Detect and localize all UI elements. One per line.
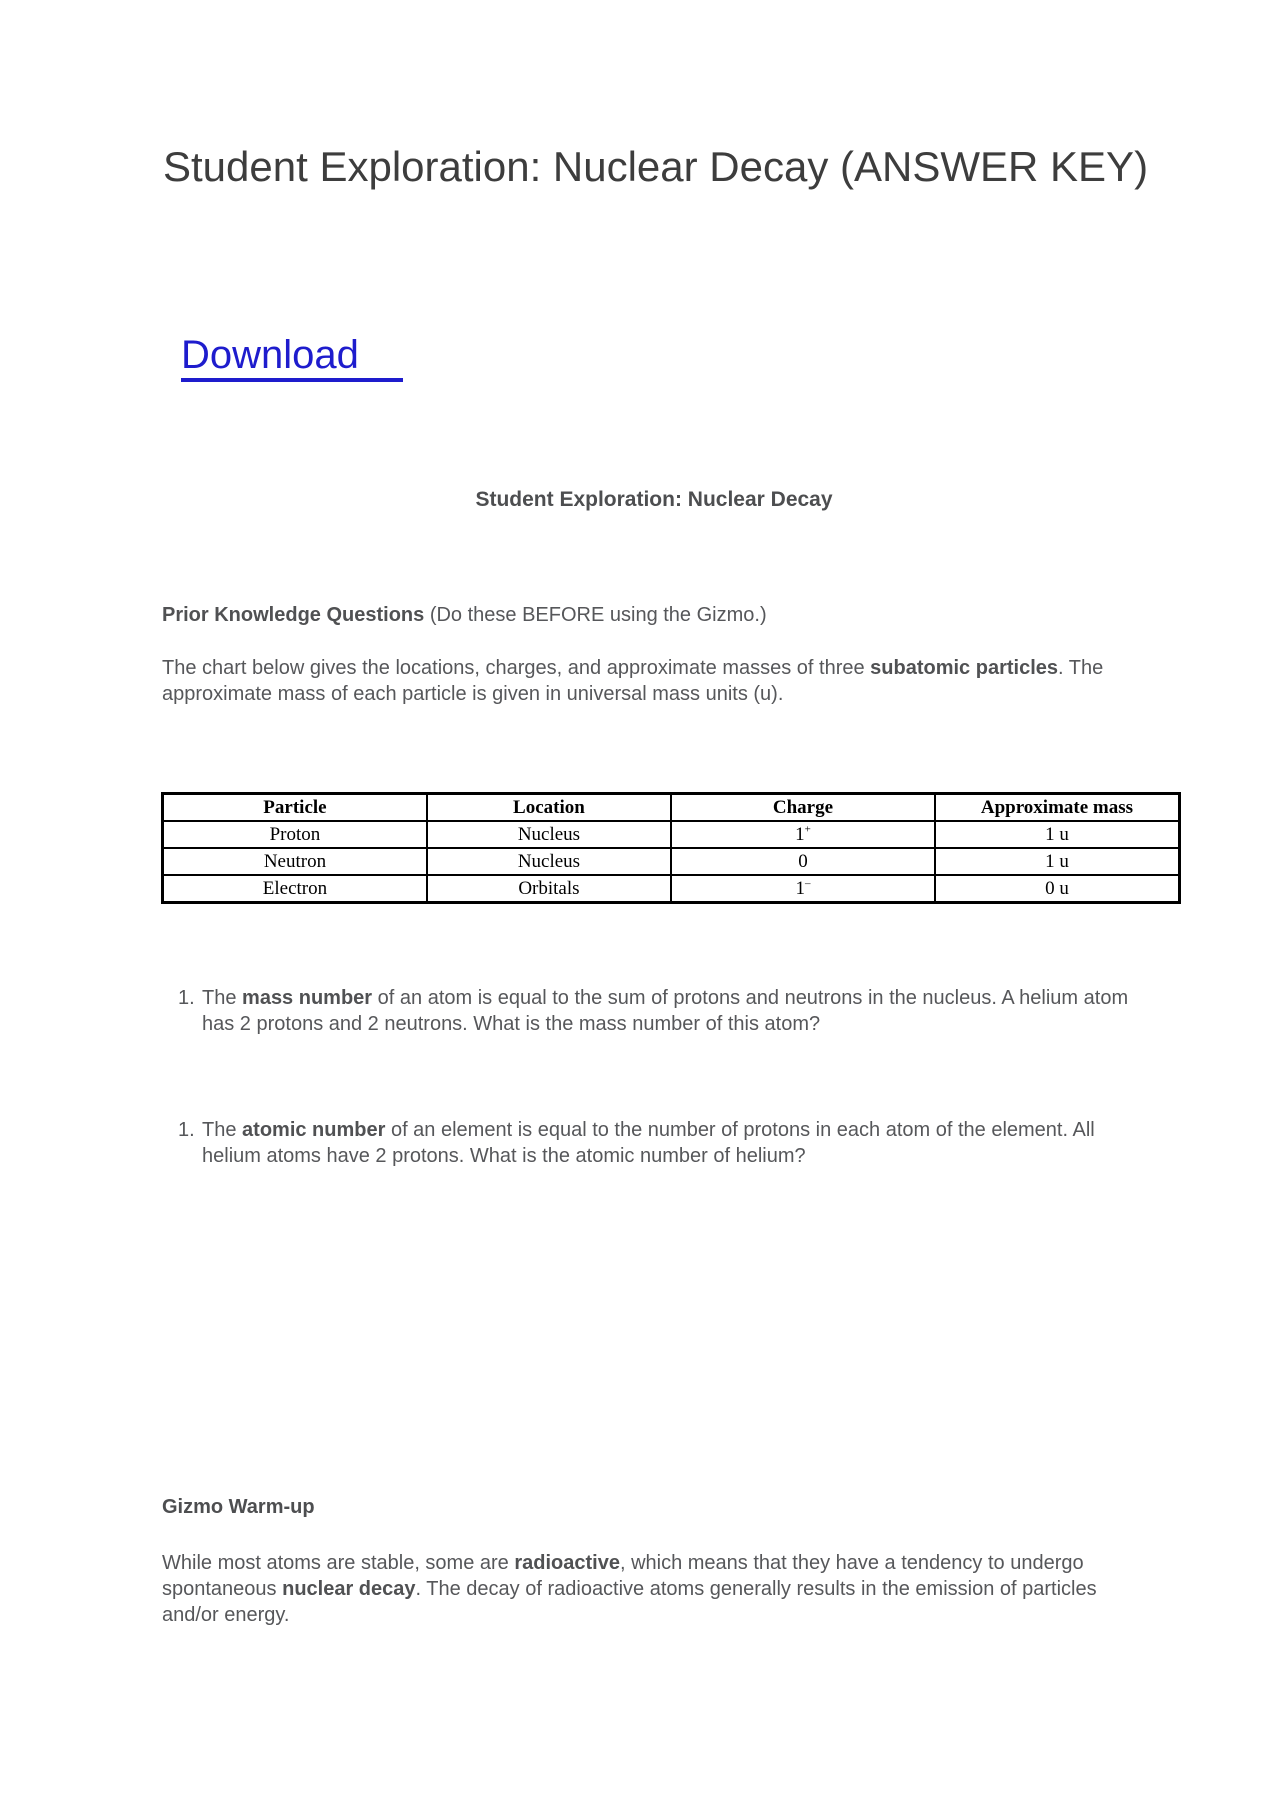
- table-cell-charge: [671, 848, 935, 875]
- table-row-neutron: [163, 848, 1180, 875]
- bold-term: mass number: [242, 987, 373, 1009]
- table-cell-location: Nucleus: [427, 848, 671, 875]
- question-item-mass-number: [178, 985, 1157, 1037]
- charge-value: 0: [798, 850, 808, 872]
- table-cell-particle: Proton: [163, 821, 427, 848]
- page-title: Student Exploration: Nuclear Decay (ANSWER KEY): [163, 143, 1149, 191]
- table-header-row: [163, 794, 1180, 822]
- prior-knowledge-heading: [162, 602, 1146, 628]
- question-number: 1.: [178, 987, 195, 1009]
- table-header-location: Location: [427, 794, 671, 822]
- table-cell-charge: [671, 821, 935, 848]
- intro-paragraph: [162, 655, 1146, 707]
- bold-term: radioactive: [514, 1552, 620, 1574]
- table-cell-particle: Electron: [163, 875, 427, 903]
- table-cell-charge: [671, 875, 935, 903]
- question-item-atomic-number: [178, 1117, 1157, 1169]
- table-cell-mass: 0 u: [935, 875, 1180, 903]
- question-pre: The: [202, 987, 243, 1009]
- download-section: [181, 332, 403, 382]
- warmup-p1: While most atoms are stable, some are: [162, 1552, 515, 1574]
- table-cell-particle: Neutron: [163, 848, 427, 875]
- bold-term: atomic number: [242, 1119, 386, 1141]
- table-row-proton: [163, 821, 1180, 848]
- question-post: of an element is equal to the number of protons in each atom of the element. All helium atoms have 2 protons. What is the atomic number of helium?: [202, 1119, 1095, 1167]
- table-cell-location: Orbitals: [427, 875, 671, 903]
- charge-value: 1: [795, 877, 805, 899]
- table-header-particle: Particle: [163, 794, 427, 822]
- table-cell-location: Nucleus: [427, 821, 671, 848]
- table-header-mass: Approximate mass: [935, 794, 1180, 822]
- question-text: [202, 985, 1157, 1037]
- charge-superscript: +: [804, 823, 811, 836]
- table-row-electron: [163, 875, 1180, 903]
- warmup-p3: . The decay of radioactive atoms generally results in the emission of particles and/or energy.: [162, 1578, 1097, 1626]
- download-link[interactable]: Download: [181, 332, 403, 382]
- warmup-paragraph: [162, 1550, 1146, 1628]
- table-cell-mass: 1 u: [935, 848, 1180, 875]
- prior-knowledge-rest: (Do these BEFORE using the Gizmo.): [424, 604, 767, 626]
- particles-table: [161, 792, 1181, 904]
- bold-term: subatomic particles: [870, 657, 1058, 679]
- table-cell-mass: 1 u: [935, 821, 1180, 848]
- question-pre: The: [202, 1119, 243, 1141]
- prior-knowledge-bold: Prior Knowledge Questions: [162, 604, 425, 626]
- intro-post: . The approximate mass of each particle is given in universal mass units (u).: [162, 657, 1104, 705]
- warmup-heading: Gizmo Warm-up: [162, 1496, 315, 1518]
- bold-term: nuclear decay: [282, 1578, 416, 1600]
- intro-pre: The chart below gives the locations, charges, and approximate masses of three: [162, 657, 871, 679]
- table-header-charge: Charge: [671, 794, 935, 822]
- charge-superscript: –: [804, 877, 811, 890]
- doc-heading: Student Exploration: Nuclear Decay: [475, 488, 833, 511]
- question-number: 1.: [178, 1119, 195, 1141]
- warmup-p2: , which means that they have a tendency to undergo spontaneous: [162, 1552, 1084, 1600]
- question-post: of an atom is equal to the sum of protons and neutrons in the nucleus. A helium atom has 2 protons and 2 neutrons. What is the mass number of this atom?: [202, 987, 1129, 1035]
- question-text: [202, 1117, 1157, 1169]
- charge-value: 1: [795, 823, 805, 845]
